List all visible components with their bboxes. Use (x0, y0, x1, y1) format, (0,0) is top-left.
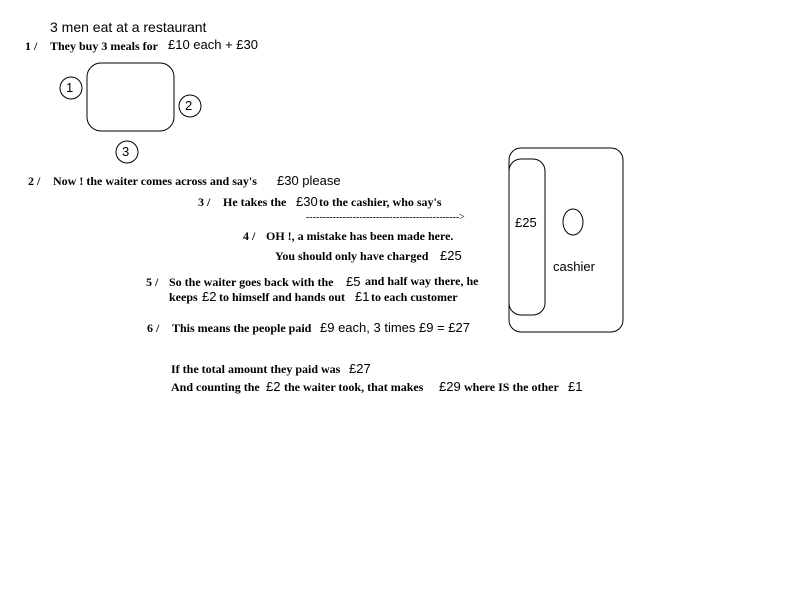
conclusion-line2-a: And counting the (171, 380, 260, 394)
seat-1-label: 1 (66, 80, 74, 95)
step1-text: They buy 3 meals for (50, 39, 158, 53)
step6-amount: £9 each, 3 times £9 = £27 (320, 320, 470, 335)
conclusion-line1-amount: £27 (349, 361, 371, 376)
step5-text-a: So the waiter goes back with the (169, 275, 334, 289)
arrow-to-cashier: ----------------------------------------------> (306, 212, 465, 223)
step1-number: 1 / (25, 39, 38, 53)
step2-number: 2 / (28, 174, 41, 188)
step4-amount: £25 (440, 248, 462, 263)
conclusion-line2-b: the waiter took, that makes (284, 380, 424, 394)
seat-2-label: 2 (185, 98, 193, 113)
step3-text-a: He takes the (223, 195, 287, 209)
step4-line2: You should only have charged (275, 249, 429, 263)
step6-number: 6 / (147, 321, 160, 335)
restaurant-table (87, 63, 174, 131)
conclusion-line2-c: where IS the other (464, 380, 559, 394)
step3-number: 3 / (198, 195, 211, 209)
step5-line2-amount1: £2 (202, 289, 217, 304)
step5-text-b: and half way there, he (365, 274, 479, 288)
cashier-outer-box (509, 148, 623, 332)
page-title: 3 men eat at a restaurant (50, 19, 207, 35)
cashier-label: cashier (553, 259, 595, 274)
conclusion-line2-amount2: £29 (439, 379, 461, 394)
step5-line2-b: to himself and hands out (219, 290, 346, 304)
seat-3-label: 3 (122, 144, 130, 159)
step2-amount: £30 please (277, 173, 341, 188)
cashier-amount: £25 (515, 215, 537, 230)
conclusion-line1: If the total amount they paid was (171, 362, 341, 376)
step5-line2-c: to each customer (371, 290, 458, 304)
step2-text: Now ! the waiter comes across and say's (53, 174, 257, 188)
step4-text: OH !, a mistake has been made here. (266, 229, 454, 243)
step3-amount: £30 (296, 194, 318, 209)
step6-text: This means the people paid (172, 321, 312, 335)
conclusion-line2-amount1: £2 (266, 379, 281, 394)
step5-line2-a: keeps (169, 290, 198, 304)
conclusion-line2-amount3: £1 (568, 379, 583, 394)
step3-text-b: to the cashier, who say's (319, 195, 442, 209)
step4-number: 4 / (243, 229, 256, 243)
step1-amount: £10 each + £30 (168, 37, 258, 52)
cashier-head-oval (563, 209, 583, 235)
step5-amount: £5 (346, 274, 361, 289)
cashier-inner-box (509, 159, 545, 315)
step5-line2-amount2: £1 (355, 289, 370, 304)
step5-number: 5 / (146, 275, 159, 289)
